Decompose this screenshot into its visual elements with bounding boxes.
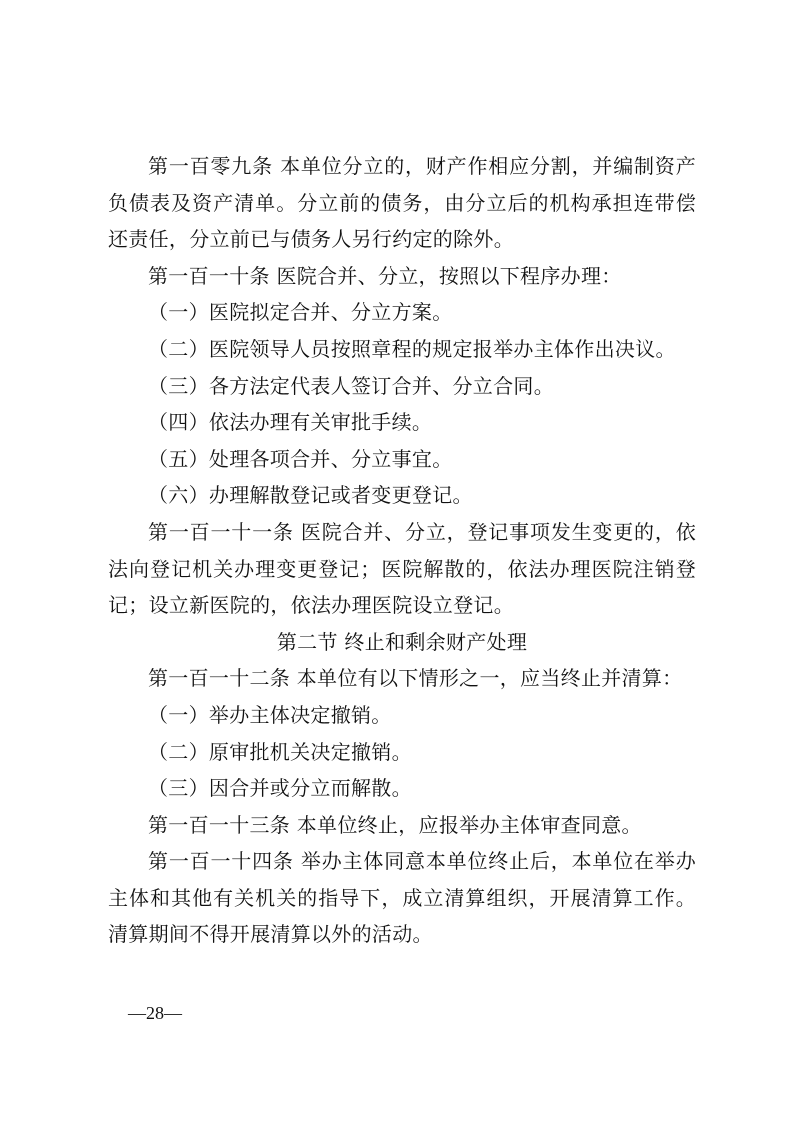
page-number: —28— (128, 1003, 182, 1023)
article-113: 第一百一十三条 本单位终止，应报举办主体审查同意。 (148, 812, 642, 837)
article-110-item-3: （三）各方法定代表人签订合并、分立合同。 (148, 373, 554, 398)
article-110-item-1: （一）医院拟定合并、分立方案。 (148, 300, 453, 325)
article-112-item-1: （一）举办主体决定撤销。 (148, 702, 392, 727)
section-heading: 第二节 终止和剩余财产处理 (276, 629, 528, 654)
article-109: 第一百零九条 本单位分立的，财产作相应分割，并编制资产负债表及资产清单。分立前的债务，由分立后的机构承担连带偿还责任，分立前已与债务人另行约定的除外。 (108, 154, 696, 252)
article-112: 第一百一十二条 本单位有以下情形之一，应当终止并清算： (148, 666, 683, 691)
article-110-item-6: （六）办理解散登记或者变更登记。 (148, 483, 473, 508)
article-110-item-5: （五）处理各项合并、分立事宜。 (148, 446, 453, 471)
document-body (108, 148, 696, 953)
article-112-item-3: （三）因合并或分立而解散。 (148, 776, 412, 801)
article-110-item-4: （四）依法办理有关审批手续。 (148, 410, 433, 435)
article-112-item-2: （二）原审批机关决定撤销。 (148, 739, 412, 764)
article-110-item-2: （二）医院领导人员按照章程的规定报举办主体作出决议。 (148, 336, 676, 361)
article-111: 第一百一十一条 医院合并、分立，登记事项发生变更的，依法向登记机关办理变更登记；医院解散的，依法办理医院注销登记；设立新医院的，依法办理医院设立登记。 (108, 519, 696, 618)
article-110: 第一百一十条 医院合并、分立，按照以下程序办理： (148, 263, 622, 288)
article-114: 第一百一十四条 举办主体同意本单位终止后，本单位在举办主体和其他有关机关的指导下，成立清算组织，开展清算工作。清算期间不得开展清算以外的活动。 (108, 849, 696, 947)
